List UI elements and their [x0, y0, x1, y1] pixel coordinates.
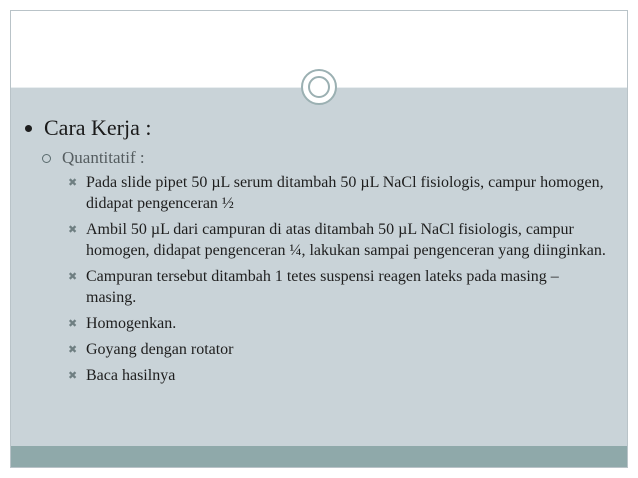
list-item	[68, 313, 622, 334]
x-mark-bullet-icon: ✖	[68, 317, 78, 330]
steps-list	[68, 172, 622, 386]
list-item	[68, 172, 622, 214]
circle-ornament-icon	[301, 69, 337, 105]
step-text: Campuran tersebut ditambah 1 tetes suspensi reagen lateks pada masing – masing.	[86, 268, 559, 306]
subheading-item	[42, 146, 622, 170]
x-mark-bullet-icon: ✖	[68, 343, 78, 356]
x-mark-bullet-icon: ✖	[68, 223, 78, 236]
x-mark-bullet-icon: ✖	[68, 369, 78, 382]
step-text: Homogenkan.	[86, 315, 177, 332]
step-text: Goyang dengan rotator	[86, 341, 234, 358]
filled-circle-bullet-icon	[25, 125, 32, 132]
x-mark-bullet-icon: ✖	[68, 270, 78, 283]
ring-bullet-icon	[42, 154, 51, 163]
step-text: Ambil 50 µL dari campuran di atas ditambah 50 µL NaCl fisiologis, campur homogen, didapat pengenceran ¼, lakukan sampai pengenceran yang diinginkan.	[86, 221, 606, 259]
list-item	[68, 365, 622, 386]
heading-text: Cara Kerja :	[44, 115, 152, 140]
slide-body	[22, 113, 622, 391]
heading-item	[22, 113, 622, 143]
step-text: Pada slide pipet 50 µL serum ditambah 50 µL NaCl fisiologis, campur homogen, didapat pengenceran ½	[86, 174, 604, 212]
circle-ornament-inner	[308, 76, 330, 98]
x-mark-bullet-icon: ✖	[68, 176, 78, 189]
step-text: Baca hasilnya	[86, 367, 176, 384]
list-item	[68, 219, 622, 261]
list-item	[68, 339, 622, 360]
subheading-text: Quantitatif :	[62, 148, 145, 167]
list-item	[68, 266, 622, 308]
